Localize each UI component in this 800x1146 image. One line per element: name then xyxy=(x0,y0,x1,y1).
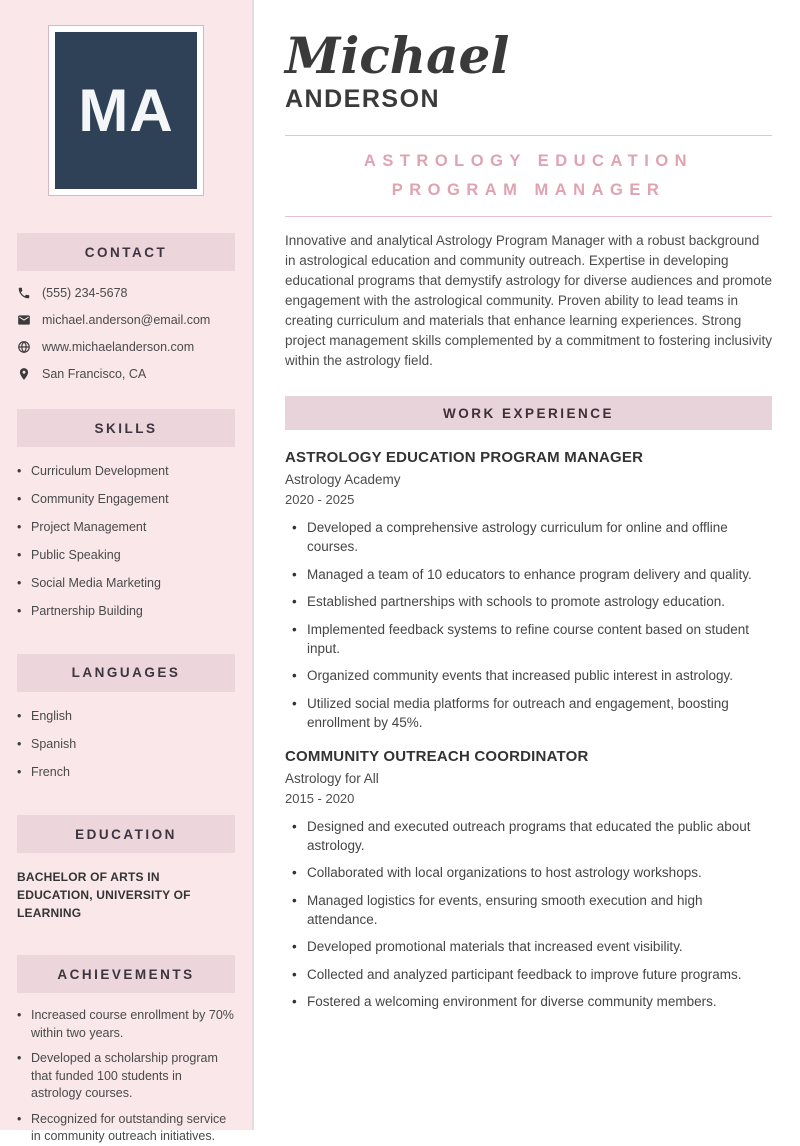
skill-item: • Public Speaking xyxy=(17,547,235,565)
job-bullet: • Managed a team of 10 educators to enhance program delivery and quality. xyxy=(292,565,772,584)
avatar-initials-box xyxy=(55,32,197,189)
role-title: ASTROLOGY EDUCATION PROGRAM MANAGER xyxy=(363,152,694,199)
job-bullet: • Collected and analyzed participant feedback to improve future programs. xyxy=(292,965,772,984)
contact-email xyxy=(0,313,252,327)
main-content xyxy=(256,0,800,1130)
achievements-section-header xyxy=(17,955,235,993)
skills-list xyxy=(17,463,235,621)
divider-top xyxy=(285,135,772,136)
job-bullet: • Fostered a welcoming environment for diverse community members. xyxy=(292,992,772,1011)
job-1-title: ASTROLOGY EDUCATION PROGRAM MANAGER xyxy=(285,449,644,466)
contact-website xyxy=(0,340,252,354)
work-experience-section-header xyxy=(285,396,772,430)
avatar-initials: MA xyxy=(78,77,174,144)
achievement-item: • Increased course enrollment by 70% within two years. xyxy=(17,1007,235,1042)
job-2-title: COMMUNITY OUTREACH COORDINATOR xyxy=(285,747,589,765)
languages-heading: LANGUAGES xyxy=(71,665,181,680)
job-2-bullets xyxy=(292,817,772,1012)
job-bullet: • Designed and executed outreach programs that educated the public about astrology. xyxy=(292,817,772,855)
job-1-dates: 2020 - 2025 xyxy=(285,492,355,507)
skill-item: • Curriculum Development xyxy=(17,463,235,481)
skills-section-header xyxy=(17,409,235,447)
contact-list xyxy=(0,286,252,381)
job-1-company: Astrology Academy xyxy=(285,472,401,487)
globe-icon xyxy=(17,340,31,354)
contact-phone xyxy=(0,286,252,300)
job-entry-1 xyxy=(285,449,772,732)
job-bullet: • Collaborated with local organizations to host astrology workshops. xyxy=(292,863,772,882)
skill-item: • Social Media Marketing xyxy=(17,575,235,593)
job-bullet: • Developed a comprehensive astrology curriculum for online and offline courses. xyxy=(292,518,772,556)
contact-location xyxy=(0,367,252,381)
languages-list xyxy=(17,708,235,782)
job-entry-2 xyxy=(285,748,772,1012)
language-item: • French xyxy=(17,764,235,782)
job-bullet: • Organized community events that increased public interest in astrology. xyxy=(292,666,772,685)
work-experience-heading: WORK EXPERIENCE xyxy=(442,405,615,421)
first-name: Michael xyxy=(285,26,510,85)
achievements-list xyxy=(17,1007,235,1146)
achievement-item: • Developed a scholarship program that funded 100 students in astrology courses. xyxy=(17,1050,235,1103)
skill-item: • Project Management xyxy=(17,519,235,537)
job-2-dates: 2015 - 2020 xyxy=(285,790,355,806)
sidebar xyxy=(0,0,254,1143)
contact-email-text: michael.anderson@email.com xyxy=(42,313,211,327)
skill-item: • Community Engagement xyxy=(17,491,235,509)
achievement-item: • Recognized for outstanding service in community outreach initiatives. xyxy=(17,1111,235,1146)
skill-item: • Partnership Building xyxy=(17,603,235,621)
job-bullet: • Managed logistics for events, ensuring smooth execution and high attendance. xyxy=(292,891,772,929)
avatar xyxy=(48,25,204,196)
contact-heading: CONTACT xyxy=(84,244,168,260)
contact-section-header xyxy=(17,233,235,271)
phone-icon xyxy=(17,286,31,300)
contact-phone-text: (555) 234-5678 xyxy=(42,286,128,300)
achievements-heading: ACHIEVEMENTS xyxy=(57,966,195,982)
languages-section-header xyxy=(17,654,235,692)
job-bullet: • Established partnerships with schools to promote astrology education. xyxy=(292,592,772,611)
map-pin-icon xyxy=(17,367,31,381)
education-section-header xyxy=(17,815,235,853)
contact-website-text: www.michaelanderson.com xyxy=(42,340,195,354)
job-bullet: • Developed promotional materials that increased event visibility. xyxy=(292,937,772,956)
profile-summary: Innovative and analytical Astrology Program Manager with a robust background in astrological education and community outreach. Expertise in developing educational programs that demystify astrology for diverse audiences and promote engagement with the astrological community. Proven ability to lead teams in creating curriculum and materials that enhance learning experiences. Strong project management skills complemented by a commitment to fostering inclusivity within the astrology field. xyxy=(285,233,773,368)
envelope-icon xyxy=(17,313,31,327)
education-heading: EDUCATION xyxy=(75,826,177,842)
contact-location-text: San Francisco, CA xyxy=(42,367,147,381)
job-1-bullets xyxy=(292,518,772,732)
job-bullet: • Utilized social media platforms for outreach and engagement, boosting enrollment by 45%. xyxy=(292,694,772,732)
skills-heading: SKILLS xyxy=(94,420,158,436)
job-2-company: Astrology for All xyxy=(285,770,379,786)
language-item: • English xyxy=(17,708,235,726)
language-item: • Spanish xyxy=(17,736,235,754)
last-name: ANDERSON xyxy=(285,85,441,113)
job-bullet: • Implemented feedback systems to refine course content based on student input. xyxy=(292,620,772,658)
education-degree: BACHELOR OF ARTS IN EDUCATION, UNIVERSITY OF LEARNING xyxy=(17,870,191,920)
divider-bottom xyxy=(285,216,772,217)
